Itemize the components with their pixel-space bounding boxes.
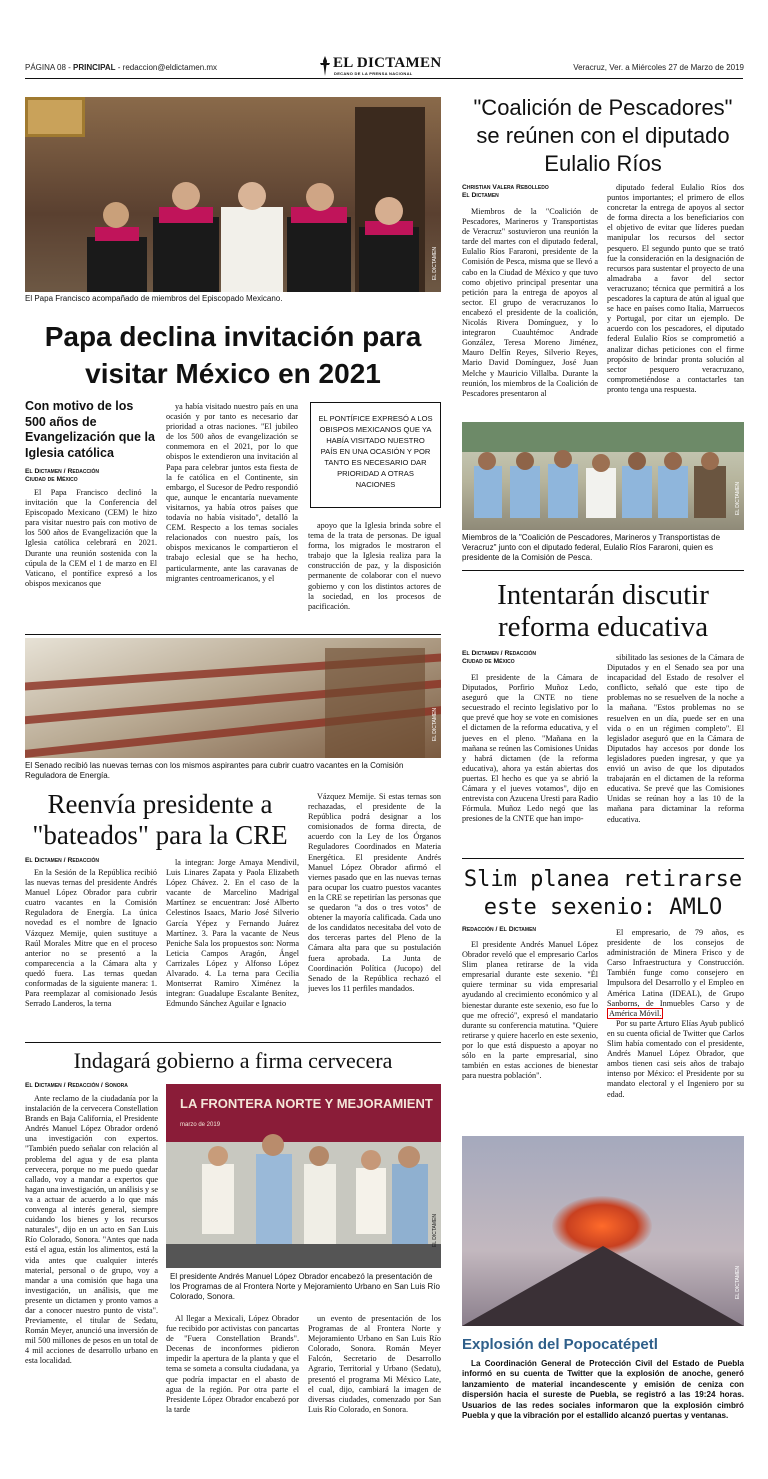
column-2: sibilitado las sesiones de la Cámara de Diputados y en el Senado sea por una incapacidad del Estado de resolver el conflicto, señaló que este tipo de problemas no se resuelven de la noche a la mañana. "Estos problemas no se resuelven en un día, puede ser en una vida o en un régimen completo". El legislador aseguró que en la Cámara de Diputados hay accesos por donde los legisladores pueden ingresar, y que ya envió un aviso de que los diputados trabajarán en el dictamen de la reforma educativa. Se prevé que las Comisiones Unidas se reúnan hoy a las 10 de la mañana para dictaminar la reforma educativa.: [607, 653, 744, 824]
headline: Papa declina invitación para visitar México en 2021: [44, 321, 422, 389]
masthead-tagline: DECANO DE LA PRENSA NACIONAL: [334, 71, 413, 76]
column-1: El presidente de la Cámara de Diputados, Porfirio Muñoz Ledo, aseguró que la CNTE no tiene secuestrado el recinto legislativo por lo que prevé que hoy se vote en comisiones el dictamen de la reforma educativa, y el jueves en el pleno. "Mañana en la mañana se reúnen las Comisiones Unidas y habrá dictamen (de la reforma educativa), ahora ya están abiertas dos puertas. El hecho es que ya se abrió la Cámara y el jueves votamos", dijo en entrevista con Azucena Uresti para Radio Fórmula. Muñoz Ledo negó que las presiones de la CNTE que han impo-: [462, 673, 598, 824]
divider: [462, 858, 744, 859]
dateline: Veracruz, Ver. a Miércoles 27 de Marzo de 2019: [573, 63, 744, 72]
photo-caption: El presidente Andrés Manuel López Obrador encabezó la presentación de los Programas de al Frontera Norte y Mejoramiento Urbano en San Luis Río Colorado, Sonora.: [170, 1272, 440, 1301]
senado-photo: [25, 638, 441, 758]
photo-credit: EL DICTAMEN: [735, 1266, 741, 1300]
headline: Slim planea retirarse este sexenio: AMLO: [463, 867, 743, 920]
subhead: Con motivo de los 500 años de Evangelización que la Iglesia católica: [25, 399, 155, 460]
pescadores-photo: [462, 422, 744, 530]
byline: [462, 184, 602, 200]
byline: El Dictamen / Redacción / Sonora: [25, 1082, 128, 1089]
column-1: El presidente Andrés Manuel López Obrador reveló que el empresario Carlos Slim planea retirarse de la vida empresarial durante este sexenio. "Él quiere terminar su vida empresarial ayudando al crecimiento económico y al bienestar durante este sexenio, eso fue lo que me ofreció", expresó el mandatario durante su conferencia matutina. "Quiere retirarse y quiere hacerlo en este sexenio, por lo que está dispuesto a apoyar no sólo en la parte empresarial, sino también en estas acciones de bienestar para nuestra población".: [462, 940, 598, 1081]
column-2: Al llegar a Mexicali, López Obrador fue recibido por activistas con pancartas de "Fuera Constellation Brands". Decenas de inconformes pidieron impedir la apertura de la planta y que el tema se someta a consulta ciudadana, ya que podría impactar en el abasto de agua de la región. Por otra parte el Presidente López Obrador encabezó por la tarde: [166, 1314, 299, 1414]
byline: Redacción / El Dictamen: [462, 926, 537, 933]
divider: [25, 634, 441, 635]
column-3: un evento de presentación de los Programas de al Frontera Norte y Mejoramiento Urbano en San Luis Río Colorado, Sonora. Román Meyer Falcón, Secretario de Desarrollo Agrario, Territorial y Urbano (Sedatu), presentó el programa Mi México Late, el cual, dijo, cambiará la imagen de diversas ciudades, comenzado por San Luis Río Colorado, en Sonora.: [308, 1314, 441, 1414]
volcano-photo: [462, 1136, 744, 1326]
column-2: El empresario, de 79 años, es presidente de los consejos de administración de Minera Frisco y de Carso Infraestructura y Construcción. También funge como consejero en Impulsora del Desarrollo y el Empleo en América Latina (IDEAL), de Grupo Sanborns, de Inmuebles Carso y de América Móvil. Por su parte Arturo Elías Ayub publicó en su cuenta oficial de Twitter que Carlos Slim había comentado con el presidente, Andrés Manuel López Obrador, que ambos tienen casi seis años de trabajo intenso por México: el Presidente por su mandato electoral y el Ingeniero por su edad.: [607, 928, 744, 1099]
column-2: ya había visitado nuestro país en una ocasión y por tanto es necesario dar prioridad a otras naciones. "El jubileo de los 500 años de evangelización se conmemora en el 2021, por lo que obispos le extendieron una invitación al Papa para celebrar juntos esta fiesta de la fe católica en el Continente, sin embargo, el Sucesor de Pedro respondió que, aunque le encantaría nuevamente visitarnos, ya había otros países que todavía no había visitado", detalló la CEM. Respecto a los temas sociales relacionados con nuestro país, los obispos mexicanos le compartieron el trabajo eclesial que se ha hecho, particularmente, ante las caravanas de migrantes centroamericanos, y el: [166, 402, 298, 583]
byline-place: Ciudad de México: [25, 476, 78, 483]
banner-text: LA FRONTERA NORTE Y MEJORAMIENT: [180, 1096, 433, 1111]
divider: [25, 1042, 441, 1043]
photo-caption: El Senado recibió las nuevas ternas con los mismos aspirantes para cubrir cuatro vacantes en la Comisión Reguladora de Energía.: [25, 761, 404, 780]
headline: "Coalición de Pescadores" se reúnen con el diputado Eulalio Ríos: [473, 95, 733, 176]
photo-credit: EL DICTAMEN: [432, 1214, 438, 1248]
column-1: Miembros de la "Coalición de Pescadores, Marineros y Transportistas de Veracruz" sostuvieron una reunión la tarde del martes con el diputado federal, Eulalio Ríos Fararoni, presidente de la Comisión de Pesca, misma que se llevó a cabo en la Ciudad de México y que tuvo como objetivo principal presentar una petición para la entrega de apoyos al sector. El grupo de veracruzanos lo encabezó el presidente de la coalición, Nicolás Rivera Domínguez, y lo integraron Cuauhtémoc Andrade González, Teresa Moreno Jiménez, Mauro Delfín Reyes, Silverio Reyes, Mario David Domínguez, José Juan Melche y Mauricio Villalba. Durante la reunión, los miembros de la Coalición de Pescadores presentaron al: [462, 207, 598, 398]
byline-place: Ciudad de México: [462, 658, 515, 665]
column-3: apoyo que la Iglesia brinda sobre el tema de la trata de personas. De igual forma, los migrados le mostraron el trabajo que la Iglesia realiza para la construcción de paz, y la disposición permanente de colaborar con el nuevo gobierno y con los distintos actores de la sociedad, en los procesos de pacificación.: [308, 521, 441, 611]
headline: Intentarán discutir reforma educativa: [497, 579, 709, 643]
pull-quote: EL PONTÍFICE EXPRESÓ A LOS OBISPOS MEXICANOS QUE YA HABÍA VISITADO NUESTRO PAÍS EN UNA OCASIÓN Y POR TANTO ES NECESARIO DAR PRIORIDAD A OTRAS NACIONES: [310, 402, 441, 508]
byline-outlet: El Dictamen: [462, 192, 499, 199]
photo-credit: EL DICTAMEN: [432, 247, 438, 281]
column-1: El Papa Francisco declinó la invitación que la Conferencia del Episcopado Mexicano (CEM) le hizo para visitar nuestro país con motivo de los 500 años de Evangelización que la Iglesia católica celebrará en 2021. Durante una reunión sostenida con la cúpula de la CEM el 1 de marzo en El Vaticano, el pontífice expresó a los obispos mexicanos que: [25, 488, 157, 588]
byline: [462, 650, 602, 666]
header-email[interactable]: - redaccion@eldictamen.mx: [115, 63, 218, 72]
column-1: Ante reclamo de la ciudadanía por la instalación de la cervecera Constellation Brands en Baja California, el Presidente Andrés Manuel López Obrador ordenó una investigación con expertos. "También puedo señalar con relación al problema del agua y de esa planta cervecera, porque no me puedo quedar callado, voy a mandar a expertos que hagan una investigación, un análisis y se va a actuar de acuerdo a lo que más convenga al interés general, siempre cuidando los bienes y los recursos naturales", dijo en un acto en San Luis Río Colorado, Sonora. "Antes que nada está el agua, están los alimentos, está la vida antes que cualquier interés material, personal o de grupo, voy a mandar a una comisión que haga una investigación, un análisis, que me presente un dictamen y pronto vamos a dar a conocer nuestro punto de vista". Previamente, el titular de Sedatu, Román Meyer, anunció una inversión de mil 500 millones de pesos en un total de 4 mil acciones de desarrollo urbano en esta localidad.: [25, 1094, 158, 1366]
header-rule: [25, 78, 743, 79]
photo-caption: El Papa Francisco acompañado de miembros del Episcopado Mexicano.: [25, 294, 283, 303]
photo-credit: EL DICTAMEN: [735, 482, 741, 516]
papa-photo: [25, 97, 441, 292]
headline: Explosión del Popocatépetl: [462, 1336, 658, 1353]
masthead-title: EL DICTAMEN: [333, 55, 442, 71]
byline: El Dictamen / Redacción: [25, 857, 100, 864]
page-label: PÁGINA 08 -: [25, 63, 74, 72]
headline: Indagará gobierno a firma cervecera: [73, 1048, 393, 1073]
byline-name: El Dictamen / Redacción: [25, 468, 100, 475]
photo-credit: EL DICTAMEN: [432, 708, 438, 742]
photo-caption: Miembros de la "Coalición de Pescadores, Marineros y Transportistas de Veracruz" junto con el diputado federal, Eulalio Ríos Fararoni, quien es presidente de la Comisión de Pesca.: [462, 533, 721, 562]
headline: Reenvía presidente a "bateados" para la CRE: [32, 789, 288, 850]
cervecera-photo: [166, 1084, 441, 1268]
column-2: diputado federal Eulalio Ríos dos puntos importantes; el primero de ellos concretar la entrega de apoyos al sector de forma directa a los beneficiarios con el objetivo de evitar que líderes puedan manipular los recursos del sector pesquero. El segundo punto que se trató fue la consideración en la designación de recursos para sustentar el proyecto de una almadraba a favor del sector veracruzano; técnica que permitirá a los pescadores la captura de atún al igual que se hace en países como Italia, Marruecos y Portugal, por citar un ejemplo. De acuerdo con los pescadores, el diputado federal Eulalio Ríos se comprometió a analizar dichas peticiones con el firme propósito de brindar pronta solución al sector pesquero veracruzano, comprometiéndose a contactarles tan pronto tenga una respuesta.: [607, 183, 744, 394]
column-2: la integran: Jorge Amaya Mendivil, Luis Linares Zapata y Paola Elizabeth López Chávez. 2. En el caso de la vacante de Marcelino Madrigal Martínez se encuentran: José Alberto Celestinos Isaacs, Mario José Silverio García Yépez y Fernando Juárez Martínez. 3. Para la vacante de Neus Peniche Sala los propuestos son: Norma Leticia Campos Aragón, Ángel Carrizales López y Alfonso López Alvarado. 4. La terna para Cecilia Montserrat Ramiro Ximénez la integran: Guadalupe Escalante Benítez, Edmundo Sánchez Aguilar e Ignacio: [166, 858, 299, 1009]
column-3: Vázquez Memije. Si estas ternas son rechazadas, el presidente de la República podrá designar a los comisionados de forma directa, de acuerdo con la Ley de los Órganos Reguladores Coordinados en Materia Energética. El presidente Andrés Manuel López Obrador afirmó el viernes pasado que en las nuevas ternas para ocupar los cuatro puestos vacantes en la CRE se repetirían las personas que se quedaron "a dos o tres votos" de obtener la mayoría calificada. Cada uno de los candidatos necesitaba del voto de dos terceras partes del Pleno de la Cámara alta para que su postulación fuera aprobada. La Junta de Coordinación Política (Jucopo) del Senado de la República rechazó el jueves los 11 perfiles mandados.: [308, 792, 441, 993]
byline-name: Christian Valera Rebolledo: [462, 184, 549, 191]
column-1: En la Sesión de la República recibió las nuevas ternas del presidente Andrés Manuel López Obrador para cubrir cuatro vacantes en la Comisión Reguladora de Energía. La única novedad es el nombre de Ignacio Vázquez Memije, quien sustituye a Raúl Morales Mitre que en el proceso anterior no se presentó a la comparecencia a la Cámara alta y quedó fuera. Las ternas quedan conformadas de la siguiente manera: 1. Para reemplazar al comisionado Jesús Serrado Landeros, la terna: [25, 868, 157, 1009]
page-header: [25, 63, 225, 72]
divider: [462, 570, 744, 571]
banner-date: marzo de 2019: [180, 1122, 221, 1128]
masthead: [318, 54, 453, 78]
masthead-emblem-icon: [318, 55, 332, 77]
section-label: PRINCIPAL: [73, 63, 116, 72]
byline-name: El Dictamen / Redacción: [462, 650, 537, 657]
highlighted-term: América Móvil.: [609, 1008, 662, 1018]
byline: [25, 468, 157, 484]
article-body: La Coordinación General de Protección Civil del Estado de Puebla informó en su cuenta de Twitter que la explosión de anoche, generó lanzamiento de material incandescente y emisión de ceniza con dispersión hacia el sureste de Puebla, se registró a las 19:24 horas. Usuarios de las redes sociales informaron que la explosión cimbró Puebla y que la vibración por el estallido alcanzó puertas y ventanas.: [462, 1359, 744, 1421]
